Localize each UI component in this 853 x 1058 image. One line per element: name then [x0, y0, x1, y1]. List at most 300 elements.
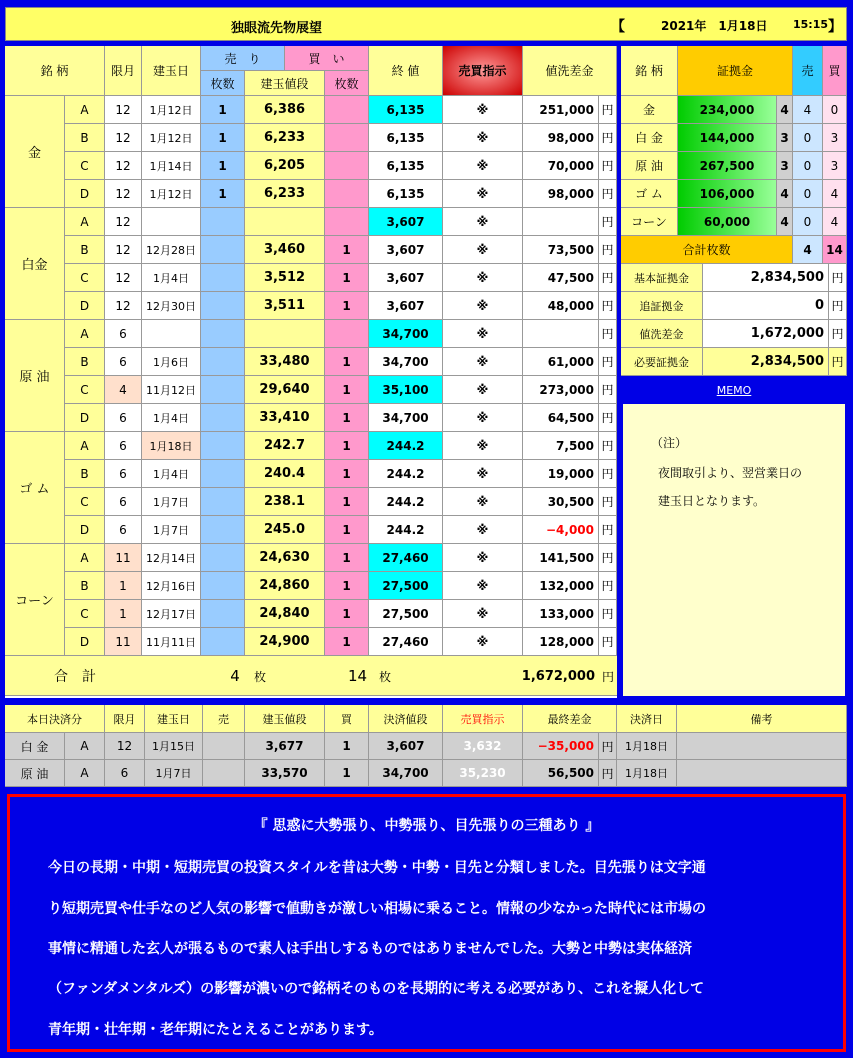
diff-unit: 円	[599, 236, 617, 264]
contract-month: 12	[105, 152, 142, 180]
instruction-mark: ※	[443, 292, 523, 320]
position-date: 11月11日	[142, 628, 201, 656]
sell-qty: 1	[201, 124, 245, 152]
contract-month: 12	[105, 236, 142, 264]
settle-day: 1月18日	[617, 733, 677, 760]
buy-qty: 1	[325, 292, 369, 320]
close-price: 27,460	[369, 628, 443, 656]
instruction-mark: ※	[443, 96, 523, 124]
diff-unit: 円	[599, 600, 617, 628]
settlement-table	[5, 705, 847, 787]
margin-qty: 4	[777, 180, 793, 208]
position-price: 3,460	[245, 236, 325, 264]
margin-buy: 0	[823, 96, 847, 124]
position-date: 1月4日	[142, 404, 201, 432]
margin-sell: 0	[793, 208, 823, 236]
contract-label: D	[65, 404, 105, 432]
buy-qty	[325, 96, 369, 124]
position-date: 1月12日	[142, 124, 201, 152]
diff-value: 48,000	[523, 292, 599, 320]
contract-month: 11	[105, 628, 142, 656]
sell-qty	[201, 376, 245, 404]
instruction-mark: ※	[443, 460, 523, 488]
article-box	[7, 794, 846, 1052]
instruction-mark: ※	[443, 264, 523, 292]
contract-month: 6	[105, 348, 142, 376]
buy-qty: 1	[325, 628, 369, 656]
position-date: 1月7日	[142, 488, 201, 516]
position-date: 1月18日	[142, 432, 201, 460]
settle-close: 3,607	[369, 733, 443, 760]
margin-qty: 3	[777, 152, 793, 180]
close-price: 3,607	[369, 236, 443, 264]
settle-header: 売	[203, 705, 245, 733]
diff-value: 47,500	[523, 264, 599, 292]
diff-unit: 円	[599, 572, 617, 600]
position-date	[142, 320, 201, 348]
diff-value: 133,000	[523, 600, 599, 628]
instruction-mark: ※	[443, 348, 523, 376]
contract-label: C	[65, 152, 105, 180]
total-buy-unit: 枚	[378, 669, 391, 684]
instruction-mark: ※	[443, 600, 523, 628]
col-header-meigara: 銘 柄	[5, 46, 105, 96]
sell-qty	[201, 460, 245, 488]
contract-label: D	[65, 628, 105, 656]
total-qty-sell: 4	[793, 236, 823, 264]
position-price: 245.0	[245, 516, 325, 544]
settle-header: 最終差金	[523, 705, 617, 733]
position-date: 12月30日	[142, 292, 201, 320]
contract-label: D	[65, 516, 105, 544]
col-header-sell-qty: 枚数	[201, 71, 245, 96]
summary-unit: 円	[829, 348, 847, 376]
margin-amount: 60,000	[678, 208, 777, 236]
memo-text: 夜間取引より、翌営業日の	[658, 466, 803, 480]
settle-header: 決済日	[617, 705, 677, 733]
settle-remarks	[677, 760, 847, 787]
margin-qty: 4	[777, 96, 793, 124]
buy-qty: 1	[325, 404, 369, 432]
buy-qty: 1	[325, 572, 369, 600]
contract-label: D	[65, 292, 105, 320]
margin-name: ゴ ム	[621, 180, 678, 208]
commodity-name: ゴ ム	[5, 432, 65, 544]
buy-qty: 1	[325, 348, 369, 376]
article-line: り短期売買や仕手なのど人気の影響で値動きが激しい相場に乗ること。情報の少なかった時代には市場の	[48, 901, 706, 917]
close-price: 27,460	[369, 544, 443, 572]
close-price: 35,100	[369, 376, 443, 404]
positions-table	[5, 46, 617, 698]
instruction-mark: ※	[443, 208, 523, 236]
buy-qty: 1	[325, 544, 369, 572]
settle-unit: 円	[599, 733, 617, 760]
position-date: 1月12日	[142, 180, 201, 208]
margin-buy: 3	[823, 152, 847, 180]
position-price: 24,900	[245, 628, 325, 656]
contract-label: A	[65, 544, 105, 572]
position-date: 12月17日	[142, 600, 201, 628]
close-price: 6,135	[369, 152, 443, 180]
instruction-mark: ※	[443, 180, 523, 208]
diff-unit: 円	[599, 152, 617, 180]
position-date: 11月12日	[142, 376, 201, 404]
position-price	[245, 208, 325, 236]
total-buy: 14	[347, 667, 368, 685]
sell-qty: 1	[201, 96, 245, 124]
close-price: 6,135	[369, 96, 443, 124]
contract-label: B	[65, 236, 105, 264]
col-header-buy-qty: 枚数	[325, 71, 369, 96]
settle-sell	[203, 760, 245, 787]
settle-header: 限月	[105, 705, 145, 733]
close-price: 34,700	[369, 404, 443, 432]
instruction-mark: ※	[443, 628, 523, 656]
close-price: 6,135	[369, 180, 443, 208]
diff-value: 61,000	[523, 348, 599, 376]
contract-label: A	[65, 320, 105, 348]
close-price: 27,500	[369, 600, 443, 628]
right-header-sell: 売	[793, 46, 823, 96]
right-header-name: 銘 柄	[621, 46, 678, 96]
position-date: 12月16日	[142, 572, 201, 600]
col-header-instruction: 売買指示	[443, 46, 523, 96]
summary-unit: 円	[829, 292, 847, 320]
settle-diff: 56,500	[523, 760, 599, 787]
contract-month: 12	[105, 264, 142, 292]
diff-unit: 円	[599, 264, 617, 292]
sell-qty	[201, 628, 245, 656]
article-line: 青年期・壮年期・老年期にたとえることがあります。	[48, 1022, 383, 1038]
margin-panel	[621, 46, 847, 698]
memo-text: （注）	[651, 436, 688, 450]
instruction-mark: ※	[443, 320, 523, 348]
position-date: 1月14日	[142, 152, 201, 180]
header-bar	[5, 7, 847, 41]
position-price: 24,860	[245, 572, 325, 600]
summary-value: 2,834,500	[703, 348, 829, 376]
instruction-mark: ※	[443, 516, 523, 544]
diff-value: 273,000	[523, 376, 599, 404]
settle-day: 1月18日	[617, 760, 677, 787]
settle-unit: 円	[599, 760, 617, 787]
sell-qty	[201, 292, 245, 320]
settle-diff: −35,000	[523, 733, 599, 760]
position-price: 6,386	[245, 96, 325, 124]
margin-buy: 3	[823, 124, 847, 152]
article-title: 『 思惑に大勢張り、中勢張り、目先張りの三種あり 』	[253, 818, 600, 834]
diff-unit: 円	[599, 460, 617, 488]
bracket-right: 】	[828, 19, 842, 35]
contract-month: 12	[105, 180, 142, 208]
settle-header: 買	[325, 705, 369, 733]
sell-qty	[201, 572, 245, 600]
close-price: 34,700	[369, 348, 443, 376]
position-price: 24,630	[245, 544, 325, 572]
position-price: 6,205	[245, 152, 325, 180]
contract-month: 1	[105, 572, 142, 600]
settle-header: 本日決済分	[5, 705, 105, 733]
summary-label: 追証拠金	[621, 292, 703, 320]
margin-name: 金	[621, 96, 678, 124]
sell-qty	[201, 348, 245, 376]
settle-buy: 1	[325, 760, 369, 787]
settle-remarks	[677, 733, 847, 760]
margin-sell: 0	[793, 124, 823, 152]
settle-header: 売買指示	[443, 705, 523, 733]
diff-unit: 円	[599, 348, 617, 376]
margin-amount: 234,000	[678, 96, 777, 124]
settle-header: 備考	[677, 705, 847, 733]
memo-text: 建玉日となります。	[658, 494, 766, 508]
total-qty-buy: 14	[823, 236, 847, 264]
diff-value: 30,500	[523, 488, 599, 516]
sell-qty: 1	[201, 180, 245, 208]
diff-unit: 円	[599, 404, 617, 432]
contract-month: 12	[105, 124, 142, 152]
margin-qty: 4	[777, 208, 793, 236]
sell-qty	[201, 544, 245, 572]
close-price: 34,700	[369, 320, 443, 348]
page-title: 独眼流先物展望	[231, 21, 323, 36]
contract-month: 11	[105, 544, 142, 572]
close-price: 244.2	[369, 516, 443, 544]
summary-value: 0	[703, 292, 829, 320]
settle-header: 決済値段	[369, 705, 443, 733]
summary-label: 必要証拠金	[621, 348, 703, 376]
memo-link[interactable]: MEMO	[621, 378, 847, 402]
bracket-left: 【	[611, 19, 625, 35]
margin-sell: 0	[793, 152, 823, 180]
diff-value: 141,500	[523, 544, 599, 572]
diff-value: 73,500	[523, 236, 599, 264]
summary-value: 1,672,000	[703, 320, 829, 348]
summary-label: 基本証拠金	[621, 264, 703, 292]
margin-name: コーン	[621, 208, 678, 236]
diff-unit: 円	[599, 432, 617, 460]
settle-instruction: 3,632	[443, 733, 523, 760]
buy-qty	[325, 180, 369, 208]
contract-month: 12	[105, 96, 142, 124]
buy-qty: 1	[325, 600, 369, 628]
header-time: 15:15	[793, 18, 829, 31]
position-price: 29,640	[245, 376, 325, 404]
right-header-margin: 証拠金	[678, 46, 793, 96]
diff-value: 98,000	[523, 180, 599, 208]
settle-buy: 1	[325, 733, 369, 760]
diff-value: −4,000	[523, 516, 599, 544]
sell-qty	[201, 600, 245, 628]
total-qty-label: 合計枚数	[621, 236, 793, 264]
contract-label: C	[65, 600, 105, 628]
position-price	[245, 320, 325, 348]
sell-qty	[201, 516, 245, 544]
diff-unit: 円	[599, 516, 617, 544]
buy-qty: 1	[325, 236, 369, 264]
col-header-gengetsu: 限月	[105, 46, 142, 96]
diff-value: 7,500	[523, 432, 599, 460]
instruction-mark: ※	[443, 432, 523, 460]
buy-qty	[325, 208, 369, 236]
buy-qty: 1	[325, 460, 369, 488]
diff-unit: 円	[599, 488, 617, 516]
settle-month: 12	[105, 733, 145, 760]
margin-qty: 3	[777, 124, 793, 152]
contract-month: 6	[105, 432, 142, 460]
right-header-buy: 買	[823, 46, 847, 96]
contract-label: B	[65, 460, 105, 488]
sell-qty	[201, 404, 245, 432]
commodity-name: 原 油	[5, 320, 65, 432]
contract-label: B	[65, 348, 105, 376]
summary-unit: 円	[829, 264, 847, 292]
col-header-diff: 値洗差金	[523, 46, 617, 96]
margin-name: 白 金	[621, 124, 678, 152]
position-price: 242.7	[245, 432, 325, 460]
margin-amount: 144,000	[678, 124, 777, 152]
col-header-buy: 買 い	[285, 46, 369, 71]
contract-label: C	[65, 488, 105, 516]
position-price: 33,480	[245, 348, 325, 376]
diff-value: 70,000	[523, 152, 599, 180]
sell-qty	[201, 488, 245, 516]
diff-value: 132,000	[523, 572, 599, 600]
settle-close: 34,700	[369, 760, 443, 787]
buy-qty: 1	[325, 376, 369, 404]
margin-sell: 0	[793, 180, 823, 208]
margin-buy: 4	[823, 180, 847, 208]
settle-date: 1月15日	[145, 733, 203, 760]
settle-price: 3,677	[245, 733, 325, 760]
margin-amount: 267,500	[678, 152, 777, 180]
contract-month: 6	[105, 404, 142, 432]
close-price: 244.2	[369, 460, 443, 488]
contract-month: 6	[105, 320, 142, 348]
settle-name: 原 油	[5, 760, 65, 787]
diff-unit: 円	[599, 544, 617, 572]
sell-qty	[201, 208, 245, 236]
summary-label: 値洗差金	[621, 320, 703, 348]
article-line: （ファンダメンタルズ）の影響が濃いので銘柄そのものを長期的に考える必要があり、これを擬人化して	[48, 981, 705, 997]
position-price: 238.1	[245, 488, 325, 516]
position-date: 1月7日	[142, 516, 201, 544]
margin-sell: 4	[793, 96, 823, 124]
sell-qty	[201, 432, 245, 460]
settle-month: 6	[105, 760, 145, 787]
total-unit: 円	[601, 669, 614, 684]
position-price: 6,233	[245, 124, 325, 152]
settle-contract: A	[65, 733, 105, 760]
diff-value: 64,500	[523, 404, 599, 432]
position-price: 33,410	[245, 404, 325, 432]
position-date: 1月4日	[142, 264, 201, 292]
position-date: 1月12日	[142, 96, 201, 124]
buy-qty	[325, 320, 369, 348]
diff-value: 128,000	[523, 628, 599, 656]
position-price: 6,233	[245, 180, 325, 208]
close-price: 3,607	[369, 264, 443, 292]
instruction-mark: ※	[443, 124, 523, 152]
header-date: 2021年 1月18日	[661, 19, 768, 33]
margin-amount: 106,000	[678, 180, 777, 208]
position-price: 3,512	[245, 264, 325, 292]
close-price: 3,607	[369, 208, 443, 236]
commodity-name: 白金	[5, 208, 65, 320]
contract-month: 6	[105, 488, 142, 516]
contract-month: 12	[105, 208, 142, 236]
position-price: 3,511	[245, 292, 325, 320]
col-header-close: 終 値	[369, 46, 443, 96]
position-date	[142, 208, 201, 236]
article-line: 事情に精通した玄人が張るもので素人は手出しするものではありませんでした。大勢と中勢は実体経済	[48, 941, 692, 957]
buy-qty: 1	[325, 488, 369, 516]
close-price: 6,135	[369, 124, 443, 152]
memo-box	[623, 404, 845, 696]
contract-label: B	[65, 572, 105, 600]
diff-value: 19,000	[523, 460, 599, 488]
diff-value	[523, 208, 599, 236]
contract-month: 1	[105, 600, 142, 628]
margin-buy: 4	[823, 208, 847, 236]
settle-name: 白 金	[5, 733, 65, 760]
diff-value: 98,000	[523, 124, 599, 152]
close-price: 244.2	[369, 432, 443, 460]
settle-header: 建玉値段	[245, 705, 325, 733]
total-value: 1,672,000	[521, 668, 595, 684]
sell-qty: 1	[201, 152, 245, 180]
diff-unit: 円	[599, 628, 617, 656]
summary-unit: 円	[829, 320, 847, 348]
commodity-name: 金	[5, 96, 65, 208]
diff-unit: 円	[599, 96, 617, 124]
diff-value: 251,000	[523, 96, 599, 124]
contract-label: C	[65, 376, 105, 404]
article-line: 今日の長期・中期・短期売買の投資スタイルを昔は大勢・中勢・目先と分類しました。目先張りは文字通	[48, 860, 706, 876]
instruction-mark: ※	[443, 376, 523, 404]
contract-label: A	[65, 208, 105, 236]
settle-header: 建玉日	[145, 705, 203, 733]
buy-qty: 1	[325, 516, 369, 544]
margin-name: 原 油	[621, 152, 678, 180]
col-header-date: 建玉日	[142, 46, 201, 96]
position-price: 240.4	[245, 460, 325, 488]
sell-qty	[201, 320, 245, 348]
contract-month: 4	[105, 376, 142, 404]
close-price: 3,607	[369, 292, 443, 320]
diff-value	[523, 320, 599, 348]
diff-unit: 円	[599, 208, 617, 236]
buy-qty: 1	[325, 264, 369, 292]
sell-qty	[201, 236, 245, 264]
close-price: 244.2	[369, 488, 443, 516]
position-price: 24,840	[245, 600, 325, 628]
diff-unit: 円	[599, 320, 617, 348]
instruction-mark: ※	[443, 488, 523, 516]
position-date: 12月28日	[142, 236, 201, 264]
diff-unit: 円	[599, 292, 617, 320]
buy-qty	[325, 152, 369, 180]
instruction-mark: ※	[443, 152, 523, 180]
settle-instruction: 35,230	[443, 760, 523, 787]
total-sell: 4	[230, 667, 240, 685]
position-date: 1月4日	[142, 460, 201, 488]
diff-unit: 円	[599, 124, 617, 152]
instruction-mark: ※	[443, 236, 523, 264]
contract-label: B	[65, 124, 105, 152]
contract-label: A	[65, 96, 105, 124]
sell-qty	[201, 264, 245, 292]
settle-price: 33,570	[245, 760, 325, 787]
